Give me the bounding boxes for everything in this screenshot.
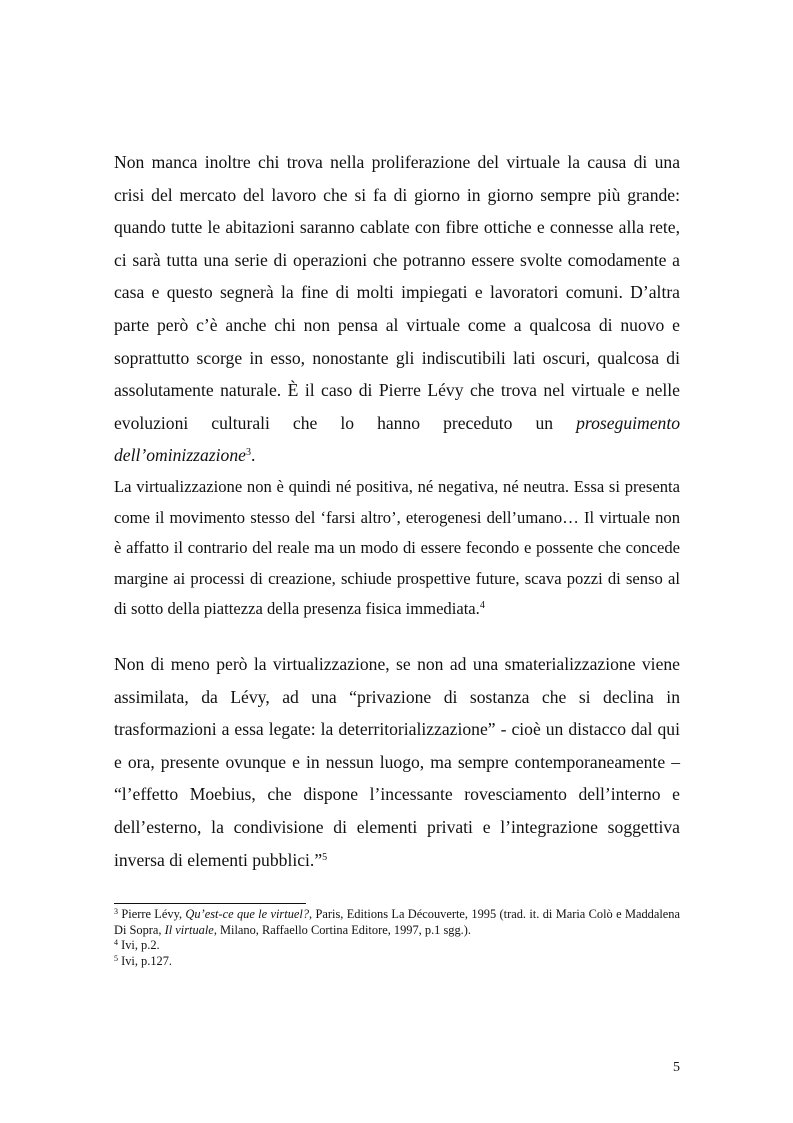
footnote-number: 5	[114, 953, 118, 963]
footnote-ref-3: 3	[245, 447, 251, 459]
paragraph-1	[114, 146, 680, 472]
footnote-4	[114, 938, 680, 954]
paragraph-2-text: Non di meno però la virtualizzazione, se non ad una smaterializzazione viene assimilata, da Lévy, ad una “privazione di sostanza che si declina in trasformazioni a essa legate: la deterritorializzazione” - cioè un distacco dal qui e ora, presente ovunque e in nessun luogo, ma sempre contemporaneamente – “l’effetto Moebius, che dispone l’incessante rovesciamento dell’interno e dell’esterno, la condivisione di elementi privati e l’integrazione soggettiva inversa di elementi pubblici.”	[114, 654, 680, 870]
footnote-5	[114, 954, 680, 970]
footnote-text: , Milano, Raffaello Cortina Editore, 1997, p.1 sgg.).	[213, 922, 471, 937]
footnote-text: Ivi, p.2.	[118, 938, 160, 953]
footnotes	[114, 907, 680, 969]
footnote-ref-5: 5	[322, 851, 328, 863]
paragraph-1-text: Non manca inoltre chi trova nella proliferazione del virtuale la causa di una crisi del mercato del lavoro che si fa di giorno in giorno sempre più grande: quando tutte le abitazioni saranno cablate con fibre ottiche e connesse alla rete, ci sarà tutta una serie di operazioni che potranno essere svolte comodamente a casa e questo segnerà la fine di molti impiegati e lavoratori comuni. D’altra parte però c’è anche chi non pensa al virtuale come a qualcosa di nuovo e soprattutto scorge in esso, nonostante gli indiscutibili lati oscuri, qualcosa di assolutamente naturale. È il caso di Pierre Lévy che trova nel virtuale e nelle evoluzioni culturali che lo hanno preceduto un	[114, 152, 680, 433]
paragraph-2	[114, 648, 680, 876]
footnote-divider	[114, 903, 306, 904]
footnote-3	[114, 907, 680, 938]
paragraph-1-end: .	[250, 445, 256, 466]
footnote-text: Pierre Lévy,	[118, 907, 186, 921]
paragraph-1-italic: proseguimento dell’ominizzazione	[114, 412, 680, 466]
footnote-number: 3	[114, 907, 118, 916]
block-quote	[114, 472, 680, 625]
footnote-number: 4	[114, 938, 118, 948]
footnote-title: Il virtuale	[164, 922, 214, 937]
page-number: 5	[673, 1060, 680, 1075]
footnote-text: Ivi, p.127.	[118, 953, 173, 968]
footnote-text: , Paris, Editions La Découverte, 1995 (trad. it. di Maria Colò e Maddalena Di Sopra,	[114, 907, 680, 937]
footnote-ref-4: 4	[479, 600, 485, 611]
block-quote-text: La virtualizzazione non è quindi né positiva, né negativa, né neutra. Essa si presenta come il movimento stesso del ‘farsi altro’, eterogenesi dell’umano… Il virtuale non è affatto il contrario del reale ma un modo di essere fecondo e possente che concede margine ai processi di creazione, schiude prospettive future, scava pozzi di senso al di sotto della piattezza della presenza fisica immediata.	[114, 477, 680, 618]
footnote-title: Qu’est-ce que le virtuel?	[185, 907, 310, 921]
